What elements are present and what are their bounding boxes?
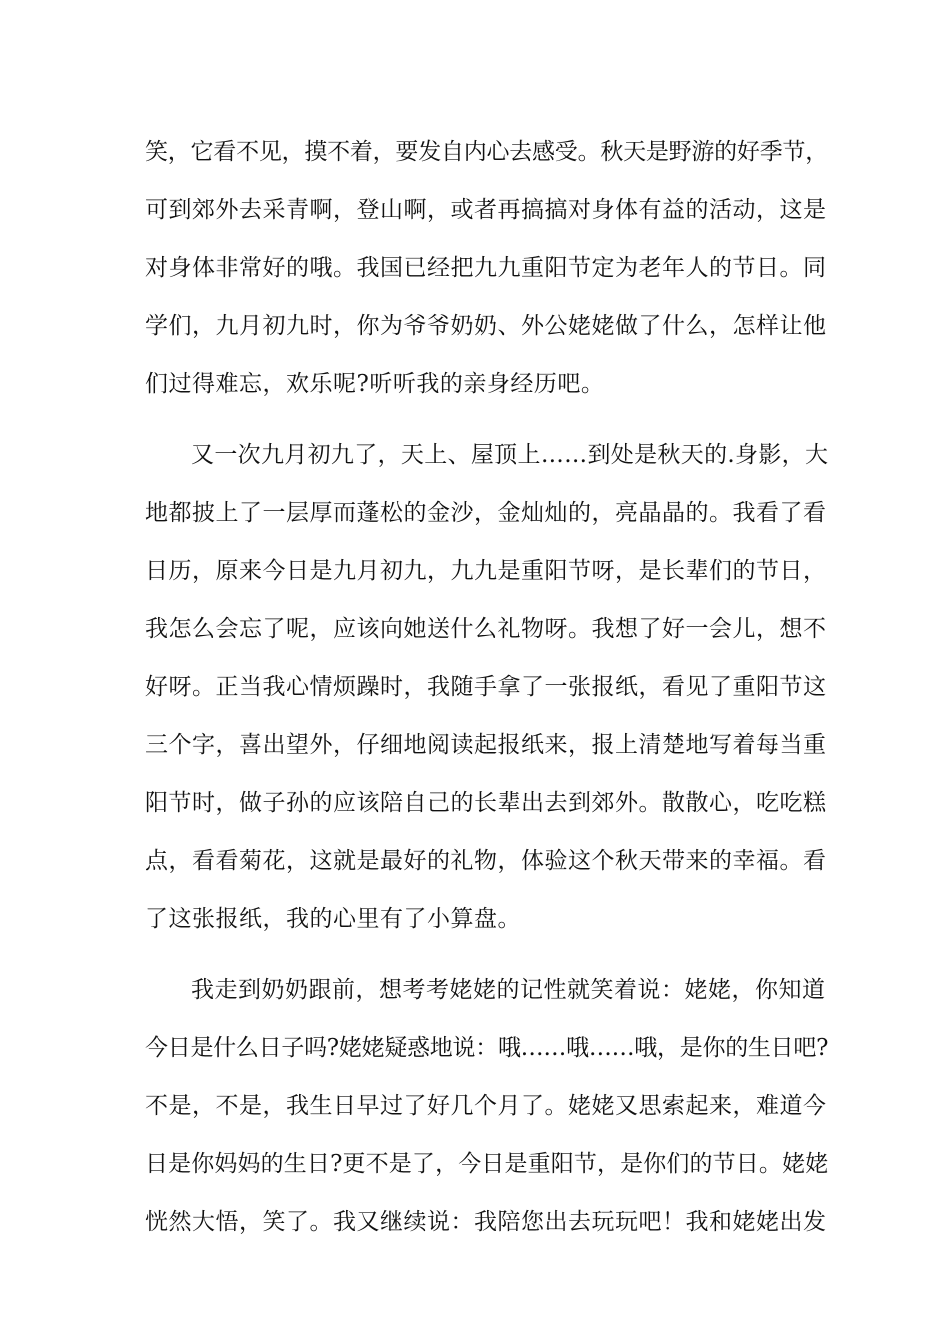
text-line: 今日是什么日子吗?姥姥疑惑地说：哦……哦……哦，是你的生日吧? bbox=[145, 1035, 829, 1061]
text-line: 好呀。正当我心情烦躁时，我随手拿了一张报纸，看见了重阳节这 bbox=[145, 674, 827, 700]
text-line: 们过得难忘，欢乐呢?听听我的亲身经历吧。 bbox=[145, 371, 605, 397]
text-line: 日是你妈妈的生日?更不是了，今日是重阳节，是你们的节日。姥姥 bbox=[145, 1151, 829, 1177]
text-line: 我怎么会忘了呢，应该向她送什么礼物呀。我想了好一会儿，想不 bbox=[145, 616, 827, 642]
text-line: 了这张报纸，我的心里有了小算盘。 bbox=[145, 906, 521, 932]
text-line: 笑，它看不见，摸不着，要发自内心去感受。秋天是野游的好季节， bbox=[145, 139, 829, 165]
text-line: 阳节时，做子孙的应该陪自己的长辈出去到郊外。散散心，吃吃糕 bbox=[145, 790, 827, 816]
text-line: 可到郊外去采青啊，登山啊，或者再搞搞对身体有益的活动，这是 bbox=[145, 197, 827, 223]
text-line: 点，看看菊花，这就是最好的礼物，体验这个秋天带来的幸福。看 bbox=[145, 848, 827, 874]
text-line: 地都披上了一层厚而蓬松的金沙，金灿灿的，亮晶晶的。我看了看 bbox=[145, 500, 827, 526]
text-line: 学们，九月初九时，你为爷爷奶奶、外公姥姥做了什么，怎样让他 bbox=[145, 313, 827, 339]
text-line: 三个字，喜出望外，仔细地阅读起报纸来，报上清楚地写着每当重 bbox=[145, 732, 827, 758]
text-line: 日历，原来今日是九月初九，九九是重阳节呀，是长辈们的节日， bbox=[145, 558, 827, 584]
text-line: 不是，不是，我生日早过了好几个月了。姥姥又思索起来，难道今 bbox=[145, 1093, 827, 1119]
text-line: 恍然大悟，笑了。我又继续说：我陪您出去玩玩吧！我和姥姥出发 bbox=[145, 1209, 827, 1235]
paragraph-first-line: 又一次九月初九了，天上、屋顶上……到处是秋天的.身影，大 bbox=[191, 442, 829, 468]
paragraph-first-line: 我走到奶奶跟前，想考考姥姥的记性就笑着说：姥姥，你知道 bbox=[191, 977, 826, 1003]
text-line: 对身体非常好的哦。我国已经把九九重阳节定为老年人的节日。同 bbox=[145, 255, 827, 281]
